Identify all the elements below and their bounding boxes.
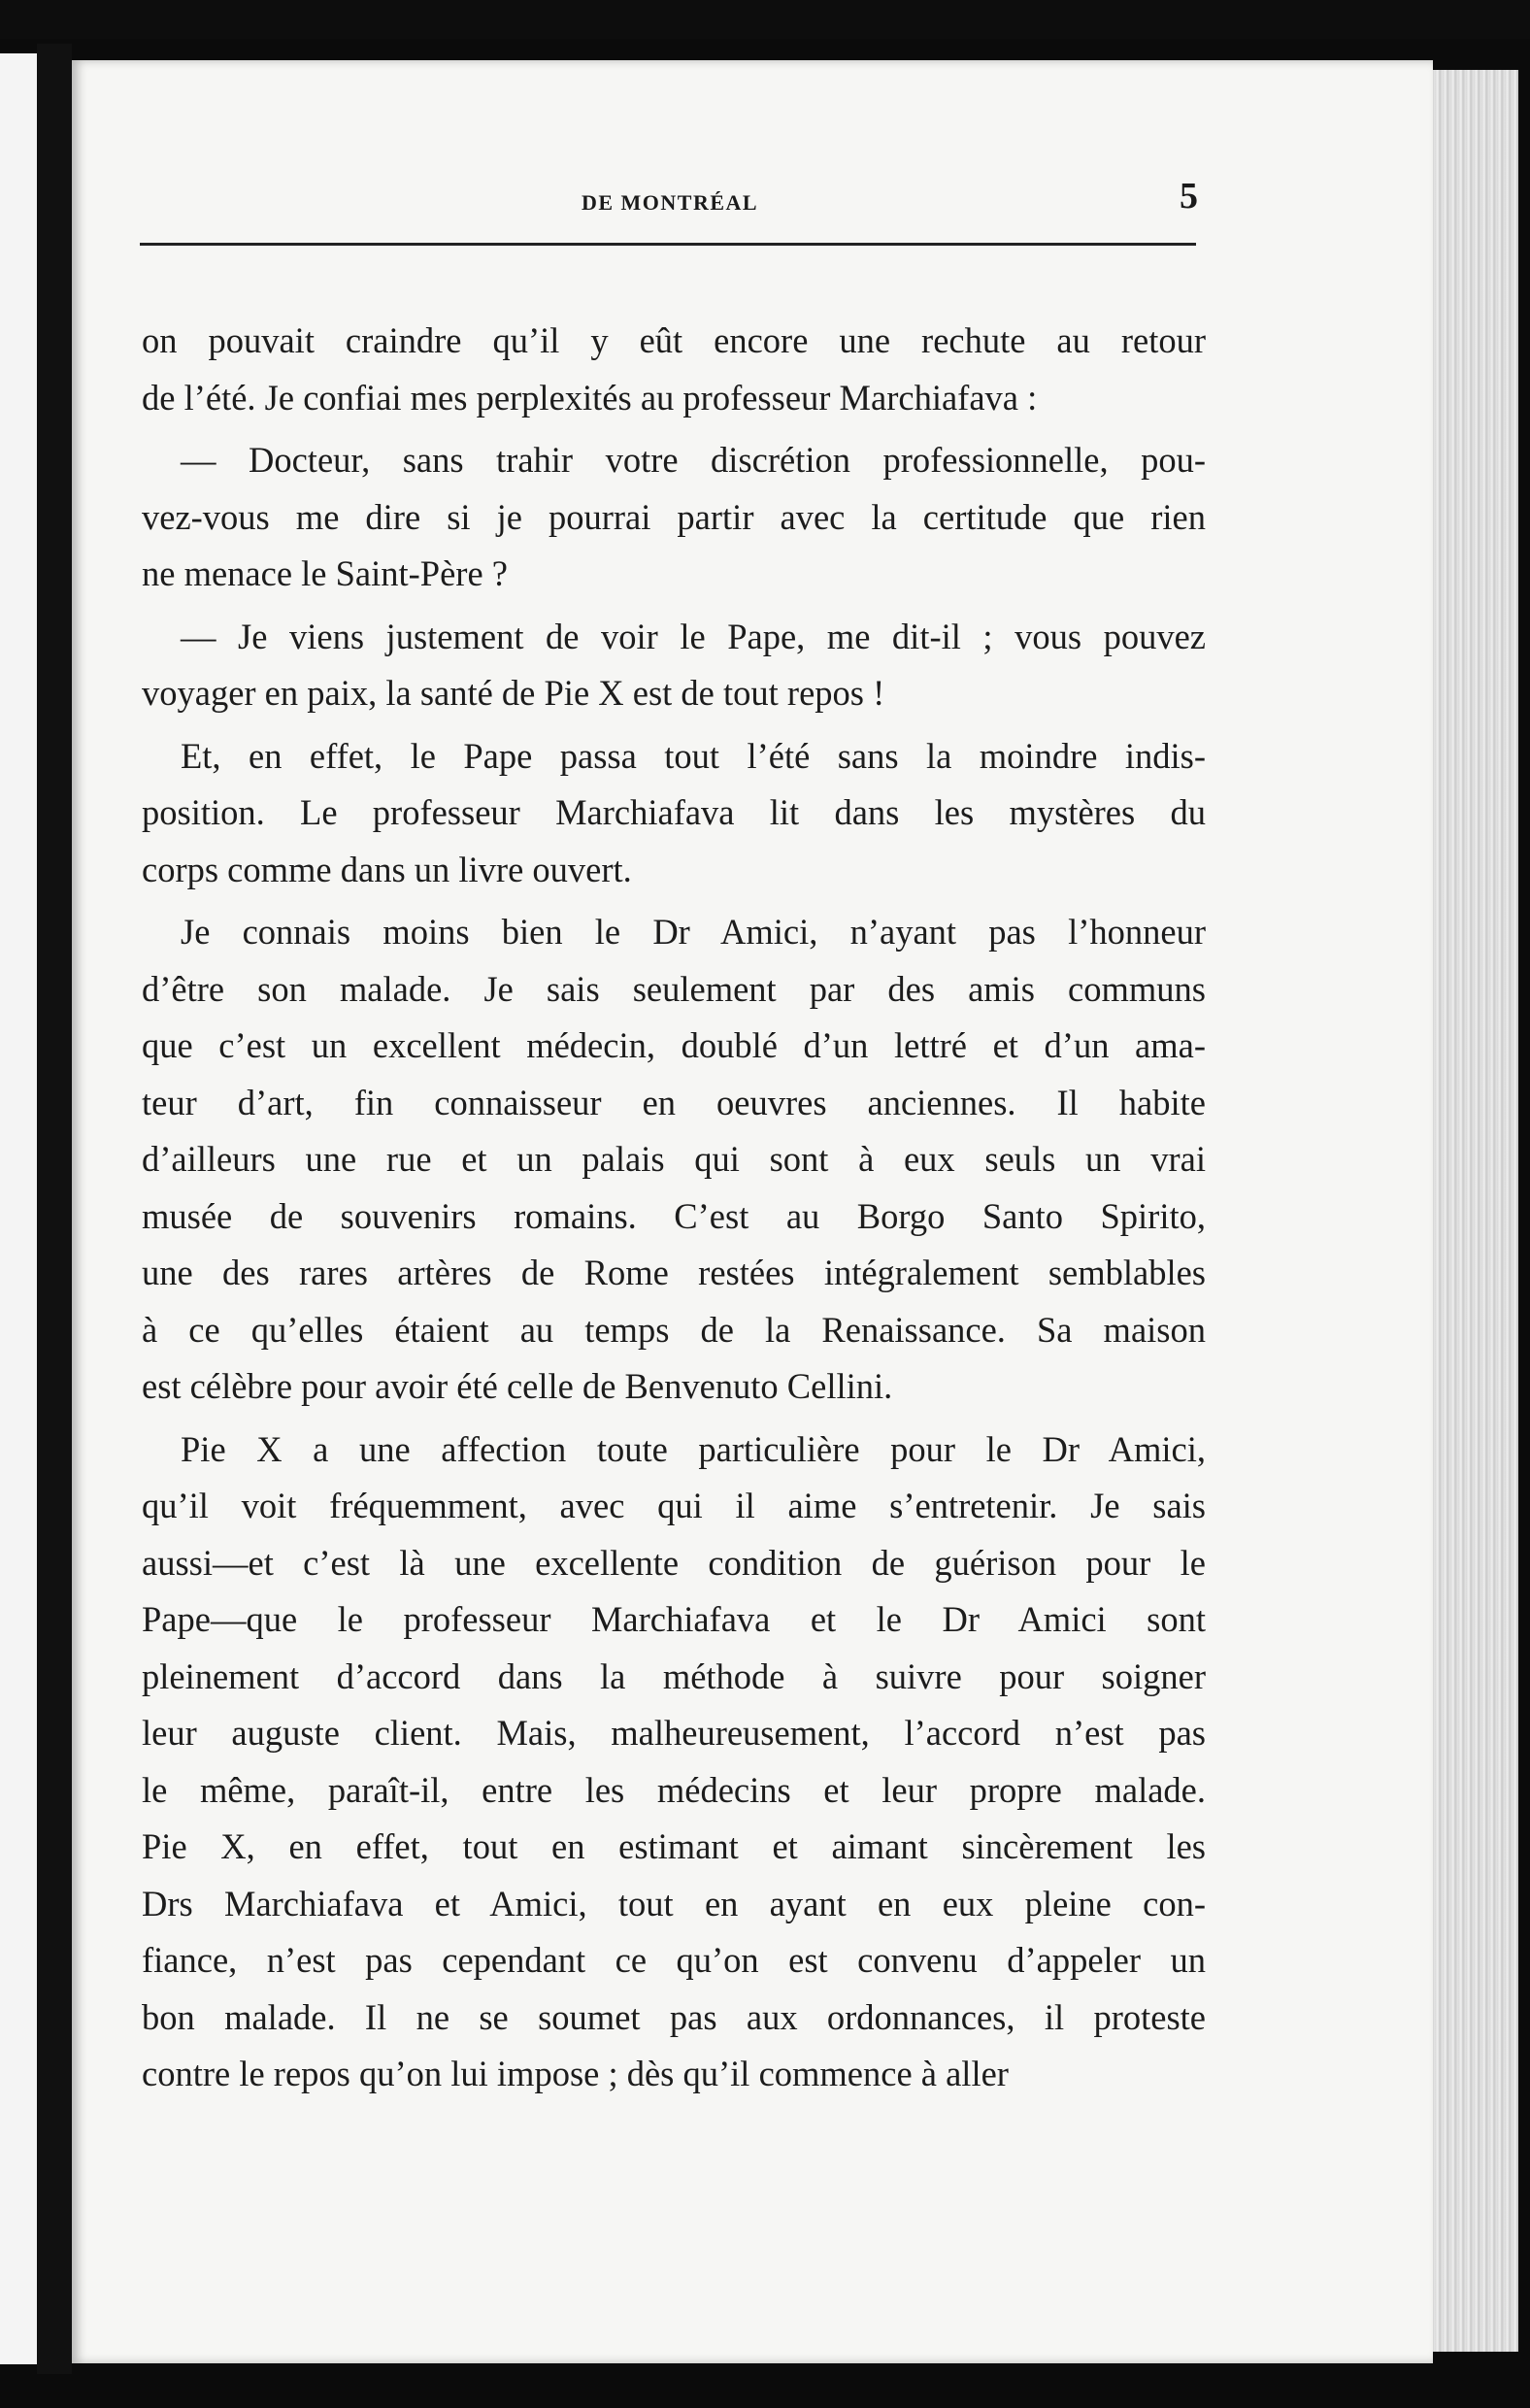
text-line: voyager en paix, la santé de Pie X est de tout repos ! — [142, 673, 885, 713]
text-line: de l’été. Je confiai mes perplexités au professeur Marchiafava : — [142, 377, 1038, 418]
text-line: contre le repos qu’on lui impose ; dès qu’il commence à aller — [142, 2054, 1009, 2093]
text-line: que c’est un excellent médecin, doublé d’un lettré et d’un ama- — [142, 1025, 1206, 1065]
paragraph — [142, 432, 1206, 603]
text-line: d’être son malade. Je sais seulement par des amis communs — [142, 968, 1206, 1009]
text-line: leur auguste client. Mais, malheureusement, l’accord n’est pas — [142, 1713, 1206, 1753]
facing-page-edge — [0, 53, 37, 2364]
text-line: est célèbre pour avoir été celle de Benvenuto Cellini. — [142, 1366, 893, 1406]
text-line: Pape—que le professeur Marchiafava et le Dr Amici sont — [142, 1599, 1206, 1639]
text-line: Pie X a une affection toute particulière pour le Dr Amici, — [181, 1428, 1206, 1469]
text-line: aussi—et c’est là une excellente condition de guérison pour le — [142, 1542, 1206, 1583]
running-head — [136, 173, 1204, 241]
body-text — [142, 313, 1206, 2103]
running-title: DE MONTRÉAL — [581, 190, 759, 215]
text-line: pleinement d’accord dans la méthode à suivre pour soigner — [142, 1656, 1206, 1696]
text-line: bon malade. Il ne se soumet pas aux ordonnances, il proteste — [142, 1996, 1206, 2037]
text-line: Je connais moins bien le Dr Amici, n’ayant pas l’honneur — [181, 912, 1206, 952]
paragraph — [142, 904, 1206, 1416]
text-line: — Je viens justement de voir le Pape, me dit-il ; vous pouvez — [181, 616, 1206, 656]
paragraph — [142, 1421, 1206, 2103]
text-line: fiance, n’est pas cependant ce qu’on est convenu d’appeler un — [142, 1940, 1206, 1980]
text-line: teur d’art, fin connaisseur en oeuvres anciennes. Il habite — [142, 1082, 1206, 1122]
text-line: qu’il voit fréquemment, avec qui il aime s’entretenir. Je sais — [142, 1486, 1206, 1525]
scan-top-border — [0, 0, 1530, 39]
text-line: position. Le professeur Marchiafava lit dans les mystères du — [142, 792, 1206, 832]
page-number: 5 — [1180, 176, 1198, 217]
paragraph — [142, 313, 1206, 426]
text-line: vez-vous me dire si je pourrai partir avec la certitude que rien — [142, 496, 1206, 537]
text-line: Pie X, en effet, tout en estimant et aimant sincèrement les — [142, 1826, 1206, 1866]
book-gutter-shadow — [37, 44, 72, 2374]
header-rule — [140, 243, 1196, 246]
paragraph — [142, 609, 1206, 722]
text-line: musée de souvenirs romains. C’est au Borgo Santo Spirito, — [142, 1195, 1206, 1236]
text-line: corps comme dans un livre ouvert. — [142, 849, 632, 889]
text-line: Et, en effet, le Pape passa tout l’été sans la moindre indis- — [181, 735, 1206, 776]
text-line: d’ailleurs une rue et un palais qui sont à eux seuls un vrai — [142, 1139, 1206, 1179]
text-line: une des rares artères de Rome restées intégralement semblables — [142, 1253, 1206, 1292]
text-line: ne menace le Saint-Père ? — [142, 553, 508, 593]
text-line: le même, paraît-il, entre les médecins et leur propre malade. — [142, 1769, 1206, 1810]
text-line: Drs Marchiafava et Amici, tout en ayant en eux pleine con- — [142, 1883, 1206, 1923]
text-line: — Docteur, sans trahir votre discrétion professionnelle, pou- — [181, 440, 1206, 480]
page-stack-edge — [1427, 70, 1518, 2352]
text-line: à ce qu’elles étaient au temps de la Renaissance. Sa maison — [142, 1309, 1206, 1350]
text-line: on pouvait craindre qu’il y eût encore une rechute au retour — [142, 320, 1206, 360]
paragraph — [142, 728, 1206, 899]
